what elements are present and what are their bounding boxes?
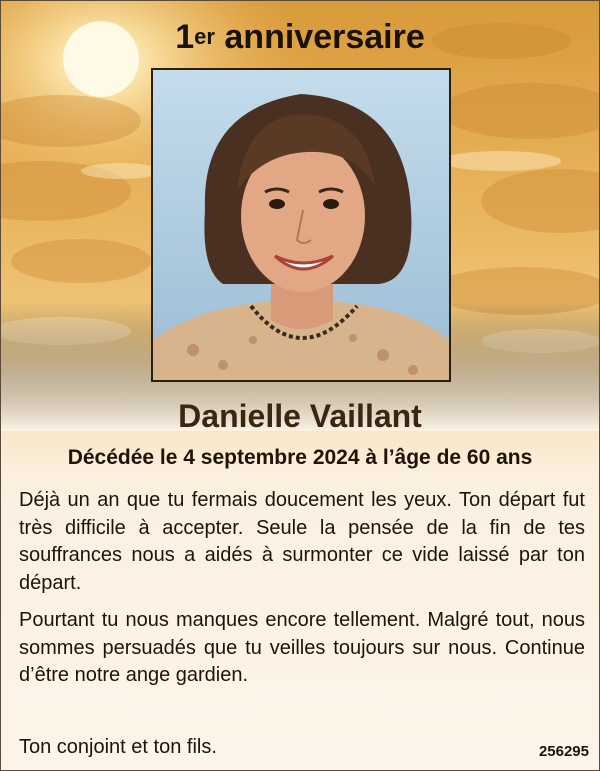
tribute-paragraph: Déjà un an que tu fermais doucement les yeux. Ton départ fut très difficile à accepter. Seule la pensée de la fin de tes souffrances nous a aidés à surmonter ce vide laissé par ton départ.	[19, 489, 585, 594]
reference-number: 256295	[538, 743, 589, 760]
death-date-line: Décédée le 4 septembre 2024 à l’âge de 60 ans	[67, 446, 533, 469]
tribute-paragraph: Pourtant tu nous manques encore tellement. Malgré tout, nous sommes persuadés que tu veilles toujours sur nous. Continue d’être notre ange gardien.	[19, 609, 585, 686]
anniversary-title: 1er anniversaire	[175, 18, 425, 56]
portrait-photo	[151, 68, 451, 382]
deceased-name: Danielle Vaillant	[178, 398, 422, 434]
tribute-text	[19, 487, 585, 700]
signature-line: Ton conjoint et ton fils.	[19, 736, 217, 758]
